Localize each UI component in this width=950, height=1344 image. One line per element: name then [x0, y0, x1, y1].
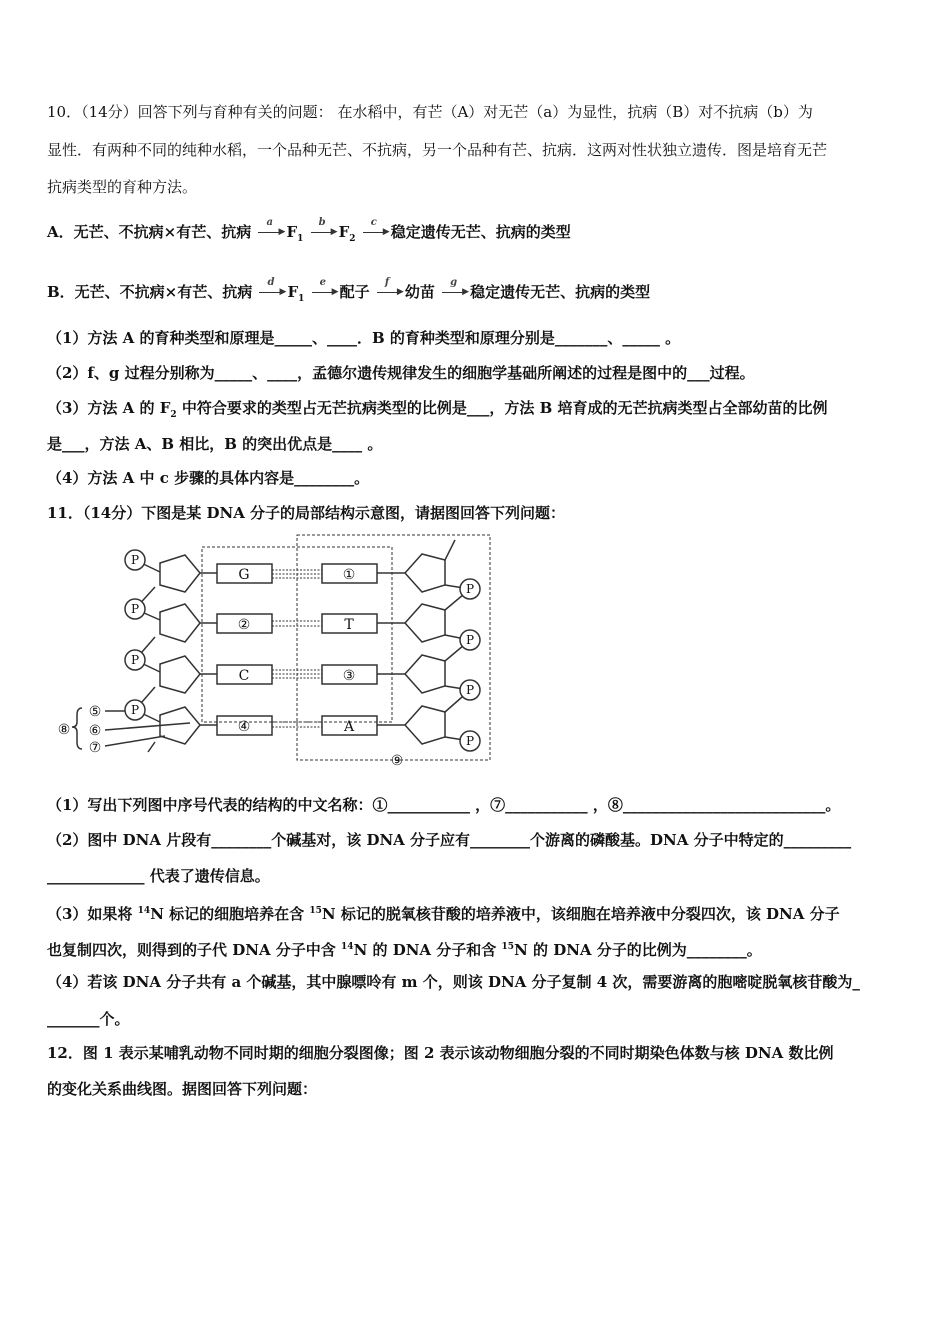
arrow-a-icon: a ▶ [256, 223, 286, 243]
q11-sub1: （1）写出下列图中序号代表的结构的中文名称：①___________ ，⑦___________ ，⑧___________________________。 [47, 796, 841, 814]
q10-method-a: A．无芒、不抗病×有芒、抗病 a ▶ $F_1$ b ▶ $F_2$ c ▶ 稳定遗传无芒、抗病的类型 [47, 217, 571, 244]
q11-sub2b: _____________ 代表了遗传信息。 [47, 867, 270, 885]
base-left-2: ② [237, 617, 251, 633]
q10-sub4: （4）方法 A 中 c 步骤的具体内容是________。 [47, 469, 370, 487]
label-5: ⑤ [88, 704, 102, 720]
arrow-e-icon: e ▶ [310, 283, 340, 303]
q10-line2: 显性．有两种不同的纯种水稻，一个品种无芒、不抗病，另一个品种有芒、抗病．这两对性状独立遗传．图是培育无芒 [47, 141, 828, 159]
base-left-1: G [238, 567, 250, 583]
base-right-4: A [343, 719, 355, 735]
q11-sub4b: _______个。 [47, 1010, 130, 1028]
arrow-f-icon: f ▶ [375, 283, 405, 303]
base-right-3: ③ [342, 668, 356, 684]
arrow-b-icon: b ▶ [309, 223, 339, 243]
q10-sub1: （1）方法 A 的育种类型和原理是_____、____．B 的育种类型和原理分别是_______、_____ 。 [47, 329, 681, 347]
label-7: ⑦ [88, 740, 102, 756]
svg-text:P: P [465, 683, 475, 697]
base-right-2: T [344, 617, 354, 633]
svg-text:P: P [130, 602, 140, 616]
base-left-3: C [238, 668, 250, 684]
q10-sub3b: 是___，方法 A、B 相比，B 的突出优点是____ 。 [47, 435, 383, 453]
method-b-prefix: B．无芒、不抗病×有芒、抗病 [47, 283, 253, 301]
q10-method-b: B．无芒、不抗病×有芒、抗病 d ▶ $F_1$ e ▶ 配子 f ▶ 幼苗 g ▶ 稳定遗传无芒、抗病的类型 [47, 277, 651, 304]
q10-line3: 抗病类型的育种方法。 [47, 178, 198, 196]
method-a-prefix: A．无芒、不抗病×有芒、抗病 [47, 223, 252, 241]
base-right-1: ① [342, 567, 356, 583]
svg-text:P: P [130, 703, 140, 717]
dna-structure-diagram [50, 530, 500, 770]
q10-sub2: （2）f、g 过程分别称为_____、____，孟德尔遗传规律发生的细胞学基础所阐述的过程是图中的___过程。 [47, 364, 755, 382]
q11-sub3b: 也复制四次，则得到的子代 DNA 分子中含 $^{14}$N 的 DNA 分子和含 $^{15}$N 的 DNA 分子的比例为________。 [47, 941, 762, 959]
q10-sub3a: （3）方法 A 的 $F_2$ 中符合要求的类型占无芒抗病类型的比例是___，方法 B 培育成的无芒抗病类型占全部幼苗的比例 [47, 399, 828, 420]
label-6: ⑥ [88, 723, 102, 739]
arrow-g-icon: g ▶ [440, 283, 470, 303]
base-left-4: ④ [237, 719, 251, 735]
svg-text:P: P [465, 582, 475, 596]
q12-line2: 的变化关系曲线图。据图回答下列问题： [47, 1080, 318, 1098]
svg-text:P: P [465, 734, 475, 748]
arrow-d-icon: d ▶ [257, 283, 287, 303]
q12-line1: 12．图 1 表示某哺乳动物不同时期的细胞分裂图像；图 2 表示该动物细胞分裂的不同时期染色体数与核 DNA 数比例 [47, 1044, 834, 1062]
q10-line1: 10．（14分）回答下列与育种有关的问题： 在水稻中，有芒（A）对无芒（a）为显性，抗病（B）对不抗病（b）为 [47, 103, 813, 121]
q11-title: 11．（14分）下图是某 DNA 分子的局部结构示意图，请据图回答下列问题： [47, 504, 566, 522]
label-9: ⑨ [390, 753, 404, 769]
q11-sub4a: （4）若该 DNA 分子共有 a 个碱基，其中腺嘌呤有 m 个，则该 DNA 分子复制 4 次，需要游离的胞嘧啶脱氧核苷酸为_ [47, 973, 860, 991]
arrow-c-icon: c ▶ [361, 223, 391, 243]
svg-text:P: P [465, 633, 475, 647]
label-8: ⑧ [57, 722, 71, 738]
q11-sub2a: （2）图中 DNA 片段有________个碱基对，该 DNA 分子应有________个游离的磷酸基。DNA 分子中特定的_________ [47, 831, 852, 849]
svg-text:P: P [130, 653, 140, 667]
phosphate-label: P [130, 553, 140, 567]
q11-sub3a: （3）如果将 $^{14}$N 标记的细胞培养在含 $^{15}$N 标记的脱氧核苷酸的培养液中，该细胞在培养液中分裂四次，该 DNA 分子 [47, 905, 840, 923]
